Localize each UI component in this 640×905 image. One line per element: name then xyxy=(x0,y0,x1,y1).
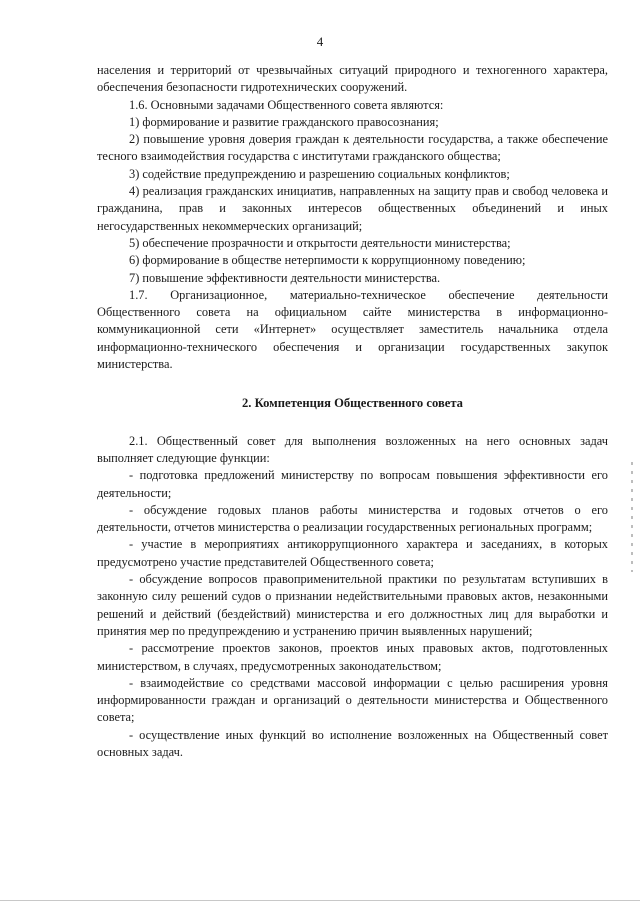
paragraph: 3) содействие предупреждению и разрешению социальных конфликтов; xyxy=(129,166,510,181)
paragraph: 5) обеспечение прозрачности и открытости деятельности министерства; xyxy=(129,235,511,250)
paragraph: - обсуждение вопросов правоприменительной практики по результатам вступивших в законную силу решений судов о признании недействительными правовых актов, незаконными решений и действий (бездействий) министерства и его должностных лиц для выработки и принятия мер по предупреждению и устранению причин выявленных нарушений; xyxy=(97,572,608,638)
paragraph: населения и территорий от чрезвычайных ситуаций природного и техногенного характера, обеспечения безопасности гидротехнических сооружений. xyxy=(97,63,608,95)
paragraph: 4) реализация гражданских инициатив, направленных на защиту прав и свобод человека и гражданина, прав и законных интересов общественных объединений и иных негосударственных некоммерческих организаций; xyxy=(97,184,608,233)
section-heading: 2. Компетенция Общественного совета xyxy=(242,396,463,411)
paragraph: - обсуждение годовых планов работы министерства и годовых отчетов о его деятельности, отчетов министерства о реализации государственных региональных программ; xyxy=(97,502,608,535)
paragraph: - взаимодействие со средствами массовой информации с целью расширения уровня информированности граждан и организаций о деятельности министерства и Общественного совета; xyxy=(97,675,608,725)
paragraph: 1.6. Основными задачами Общественного совета являются: xyxy=(129,97,444,112)
paragraph: 6) формирование в обществе нетерпимости к коррупционному поведению; xyxy=(129,253,526,268)
section-1-continuation xyxy=(97,62,608,373)
paragraph: 1) формирование и развитие гражданского правосознания; xyxy=(129,114,439,129)
paragraph: 7) повышение эффективности деятельности министерства. xyxy=(129,270,441,285)
paragraph: - подготовка предложений министерству по вопросам повышения эффективности его деятельности; xyxy=(97,468,608,500)
scan-margin-marks xyxy=(631,462,633,572)
paragraph: 2) повышение уровня доверия граждан к деятельности государства, а также обеспечение тесного взаимодействия государства с институтами гражданского общества; xyxy=(97,132,608,164)
paragraph: - осуществление иных функций во исполнение возложенных на Общественный совет основных задач. xyxy=(97,727,608,759)
paragraph: 1.7. Организационное, материально-техническое обеспечение деятельности Общественного совета на официальном сайте министерства в информационно-коммуникационной сети «Интернет» осуществляет заместитель начальника отдела информационно-технического обеспечения и организации государственных закупок министерства. xyxy=(97,287,608,372)
paragraph: - участие в мероприятиях антикоррупционного характера и заседаниях, в которых предусмотрено участие представителей Общественного совета; xyxy=(97,537,608,569)
document-body xyxy=(97,62,608,761)
paragraph: - рассмотрение проектов законов, проектов иных правовых актов, подготовленных министерством, в случаях, предусмотренных законодательством; xyxy=(97,641,608,673)
page-bottom-edge xyxy=(0,900,640,901)
section-2-body xyxy=(97,433,608,762)
paragraph: 2.1. Общественный совет для выполнения возложенных на него основных задач выполняет следующие функции: xyxy=(97,433,608,465)
page-number: 4 xyxy=(316,34,324,49)
